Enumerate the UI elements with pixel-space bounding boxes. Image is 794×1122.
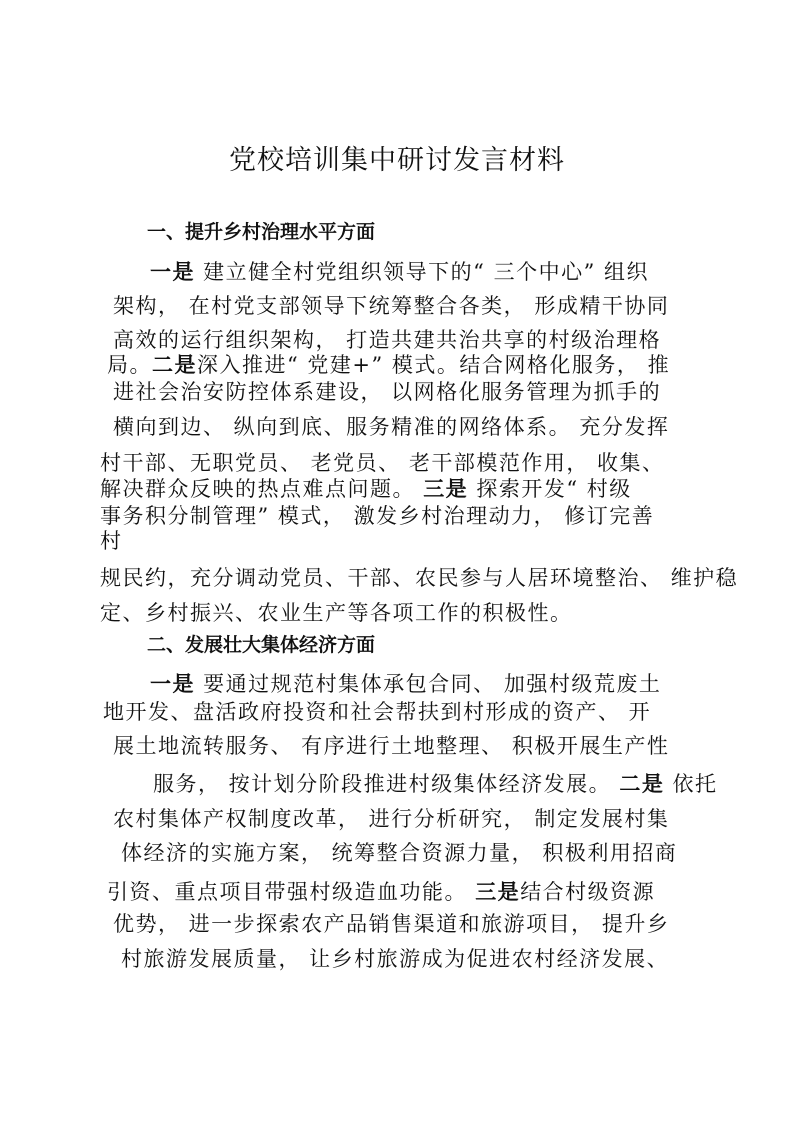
line-text: 高效的运行组织架构， 打造共建共治共享的村级治理格 (113, 328, 662, 352)
document-title: 党校培训集中研讨发言材料 (229, 145, 565, 176)
line-text: 定、乡村振兴、农业生产等各项工作的积极性。 (100, 601, 573, 625)
line-text: 局。 (107, 353, 152, 377)
paragraph-line (113, 376, 661, 406)
emphasis-label: 二是 (152, 353, 197, 377)
paragraph-line (121, 943, 669, 973)
emphasis-label: 一是 (150, 260, 195, 284)
line-text: 架构， 在村党支部领导下统筹整合各类， 形成精干协同 (113, 294, 670, 318)
paragraph-line (100, 525, 123, 555)
line-text: 服务， 按计划分阶段推进村级集体经济发展。 (153, 772, 620, 796)
line-text: 村旅游发展质量， 让乡村旅游成为促进农村经济发展、 (121, 947, 670, 971)
line-text: 结合村级资源 (520, 880, 656, 904)
paragraph-line (153, 768, 718, 798)
paragraph-line (100, 562, 738, 592)
paragraph-line (113, 411, 669, 441)
line-text: 进社会治安防控体系建设， 以网格化服务管理为抓手的 (113, 380, 662, 404)
line-text: 体经济的实施方案， 统筹整合资源力量， 积极利用招商 (121, 841, 678, 865)
line-text: 事务积分制管理” 模式， 激发乡村治理动力， 修订完善 (100, 504, 655, 528)
paragraph-line (103, 696, 651, 726)
paragraph-line (107, 876, 655, 906)
line-text: 深入推进“ 党建+” 模式。结合网格化服务， 推 (197, 353, 671, 377)
line-text: 优势， 进一步探索农产品销售渠道和旅游项目， 提升乡 (113, 912, 670, 936)
line-text: 依托 (664, 772, 718, 796)
line-text: 展土地流转服务、 有序进行土地整理、 积极开展生产性 (113, 734, 670, 758)
line-text: 横向到边、 纵向到底、服务精准的网络体系。 充分发挥 (113, 415, 670, 439)
emphasis-label: 一是 (150, 672, 195, 696)
emphasis-label: 二是 (619, 772, 665, 796)
paragraph-line (113, 908, 669, 938)
paragraph-line (113, 290, 669, 320)
line-text: 规民约，充分调动党员、干部、农民参与人居环境整治、 维护稳 (100, 566, 739, 590)
line-text: 要通过规范村集体承包合同、 加强村级荒废土 (195, 672, 662, 696)
line-text: 村干部、无职党员、 老党员、 老干部模范作用， 收集、 (100, 451, 665, 475)
paragraph-line (113, 730, 669, 760)
line-text: 建立健全村党组织领导下的“ 三个中心” 组织 (195, 260, 649, 284)
paragraph-line (150, 668, 661, 698)
line-text: 地开发、盘活政府投资和社会帮扶到村形成的资产、 开 (103, 700, 652, 724)
line-text: 解决群众反映的热点难点问题。 (100, 477, 424, 501)
paragraph-line (107, 349, 670, 379)
line-text: 引资、重点项目带强村级造血功能。 (107, 880, 476, 904)
paragraph-line (100, 500, 654, 530)
paragraph-line (150, 256, 649, 286)
paragraph-line (113, 803, 669, 833)
paragraph-line (121, 837, 677, 867)
line-text: 农村集体产权制度改革， 进行分析研究， 制定发展村集 (113, 807, 670, 831)
emphasis-label: 三是 (423, 477, 469, 501)
paragraph-line (100, 473, 632, 503)
emphasis-label: 三是 (475, 880, 521, 904)
section-2-heading: 二、发展壮大集体经济方面 (147, 634, 376, 656)
section-1-heading: 一、提升乡村治理水平方面 (147, 221, 376, 243)
line-text: 探索开发“ 村级 (468, 477, 632, 501)
line-text: 村 (100, 529, 123, 553)
paragraph-line (100, 597, 573, 627)
